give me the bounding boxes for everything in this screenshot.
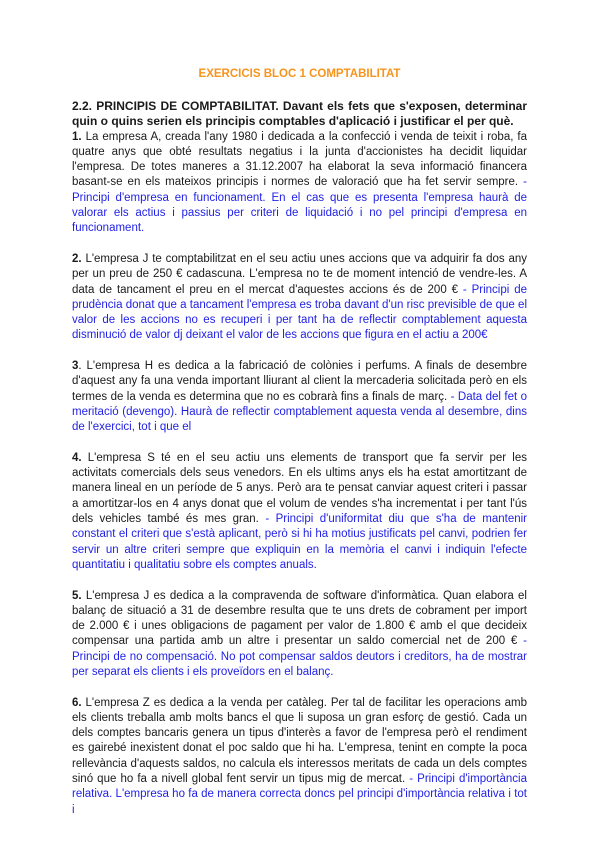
exercise-number: 4. bbox=[72, 451, 82, 464]
exercise-2 bbox=[72, 252, 527, 344]
document-title: EXERCICIS BLOC 1 COMPTABILITAT bbox=[198, 68, 401, 80]
exercise-statement: L'empresa J te comptabilitzat en el seu actiu unes accions que va adquirir fa dos any per un preu de 250 € cadascuna. L'empresa no te de moment intenció de vendre-les. A data de tancament el preu en el mercat d'aquestes accions és de 200 € bbox=[72, 252, 527, 296]
document-page bbox=[72, 68, 527, 833]
exercise-6 bbox=[72, 696, 527, 818]
exercise-statement: L'empresa J es dedica a la compravenda de software d'informàtica. Quan elabora el balanç de situació a 31 de desembre resulta que te uns drets de cobrament per import de 2.000 € i unes obligacions de pagament per valor de 1.800 € amb el que decideix compensar una partida amb un altre i presentar un saldo comercial net de 200 € bbox=[72, 589, 527, 648]
exercise-statement: . L'empresa H es dedica a la fabricació de colònies i perfums. A finals de desembre d'aquest any fa una venda important lliurant al client la mercaderia solicitada però en els termes de la venda es determina que no es cobrarà fins a finals de març. bbox=[72, 360, 527, 403]
exercise-3 bbox=[72, 359, 527, 435]
exercise-answer: - Principi de prudència donat que a tancament l'empresa es troba davant d'un risc previsible de que el valor de les accions no es recuperi i per tant ha de reflectir comptablement aquesta disminució de valor dj deixant el valor de les accions que figura en el actiu a 200€ bbox=[72, 283, 527, 342]
exercise-statement: L'empresa Z es dedica a la venda per catàleg. Per tal de facilitar les operacions amb els clients treballa amb molts bancs el que li suposa un gran esforç de gestió. Cada un dels comptes bancaris genera un tipus d'interès a favor de l'empresa però el rendiment es gairebé inexistent donat el poc saldo que hi ha. L'empresa, tenint en compte la poca rellevància d'aquests saldos, no calcula els interessos meritats de cada un dels comptes sinó que ho fa a nivell global fent servir un tipus mig de mercat. bbox=[72, 696, 527, 786]
exercise-answer: - Principi de no compensació. No pot compensar saldos deutors i creditors, ha de mostrar per separat els clients i els proveïdors en el balanç. bbox=[72, 635, 527, 678]
exercise-answer: - Principi d'importància relativa. L'empresa ho fa de manera correcta doncs pel principi d'importància relativa i tot i bbox=[72, 773, 527, 816]
section-heading: 2.2. PRINCIPIS DE COMPTABILITAT. Davant els fets que s'exposen, determinar quin o quins serien els principis comptables d'aplicació i justificar el per què. bbox=[72, 99, 527, 129]
exercise-number: 1. bbox=[72, 130, 82, 143]
exercise-number: 5. bbox=[72, 589, 82, 602]
exercise-number: 2. bbox=[72, 252, 82, 265]
exercise-answer: - Principi d'uniformitat diu que s'ha de mantenir constant el criteri que s'està aplicant, però si hi ha motius justificats pel canvi, podrien fer servir un altre criteri sempre que expliquin en la memòria el canvi i indiquin l'efecte quantitatiu i qualitatiu sobre els comptes anuals. bbox=[72, 513, 528, 571]
exercise-answer: - Data del fet o meritació (devengo). Haurà de reflectir comptablement aquesta venda al desembre, dins de l'exercici, tot i que el bbox=[72, 390, 527, 434]
exercise-1 bbox=[72, 130, 527, 237]
exercise-number: 6. bbox=[72, 696, 82, 709]
exercise-statement: La empresa A, creada l'any 1980 i dedicada a la confecció i venda de teixit i roba, fa quatre anys que obté resultats negatius i la junta d'accionistes ha decidit liquidar l'empresa. De totes maneres a 31.12.2007 ha elaborat la seva informació financera basant-se en els mateixos principis i normes de valoració que ha fet servir sempre. bbox=[72, 130, 527, 189]
exercise-5 bbox=[72, 589, 527, 681]
exercise-4 bbox=[72, 451, 527, 573]
exercise-statement: L'empresa S té en el seu actiu uns elements de transport que fa servir per les activitats comercials dels seus venedors. En els ultims anys els ha estat amortitzant de manera lineal en un període de 5 anys. Però ara te pensat canviar aquest criteri i passar a amortitzar-los en 4 anys donat que el volum de vendes s'ha incrementat i per tant l'ús dels vehicles també és mes gran. bbox=[72, 451, 527, 526]
exercise-number: 3 bbox=[72, 360, 79, 373]
exercise-answer: - Principi d'empresa en funcionament. En el cas que es presenta l'empresa haurà de valorar els actius i passius per criteri de liquidació i no pel principi d'empresa en funcionament. bbox=[72, 176, 527, 235]
